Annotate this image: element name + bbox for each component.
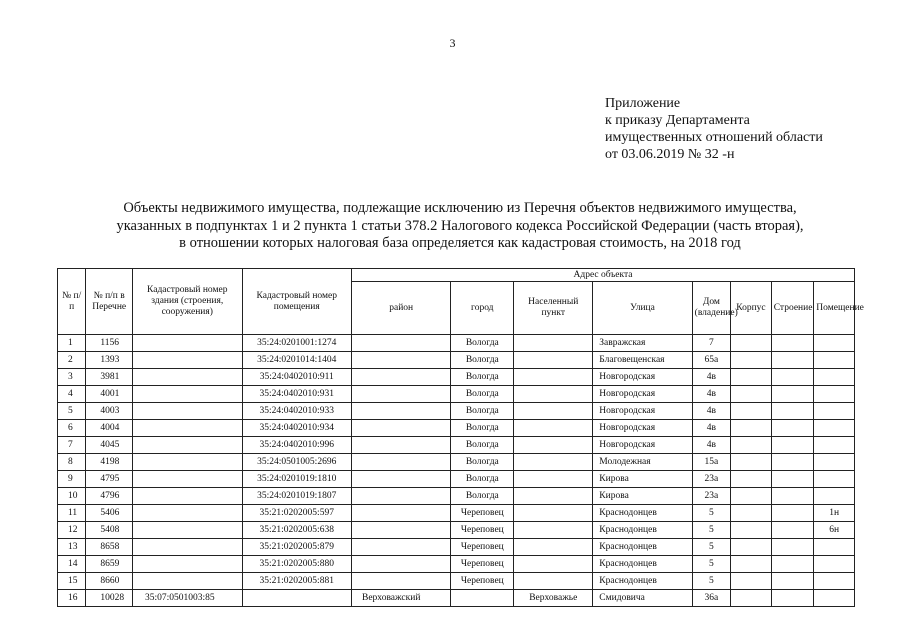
city-cell: Вологда [451,369,514,386]
building-cadastral-cell [133,386,243,403]
appendix-line: от 03.06.2019 № 32 -н [605,147,735,162]
list-number-cell: 4004 [86,420,133,437]
street-cell: Краснодонцев [593,505,692,522]
premises-cadastral-cell: 35:21:0202005:880 [242,556,352,573]
list-number-cell: 1393 [86,352,133,369]
room-cell [814,454,855,471]
header-list-num: № п/п в Перечне [86,269,133,335]
street-cell: Новгородская [593,369,692,386]
building-cadastral-cell [133,437,243,454]
document-title [60,200,860,253]
city-cell: Череповец [451,539,514,556]
structure-cell [771,556,814,573]
row-number-cell: 2 [58,352,86,369]
premises-cadastral-cell: 35:24:0201014:1404 [242,352,352,369]
structure-cell [771,386,814,403]
settlement-cell [514,335,593,352]
structure-cell [771,454,814,471]
row-number-cell: 15 [58,573,86,590]
structure-cell [771,522,814,539]
settlement-cell [514,505,593,522]
table-row [58,488,855,505]
house-cell: 5 [692,522,731,539]
objects-table [57,268,864,607]
row-number-cell: 13 [58,539,86,556]
settlement-cell [514,369,593,386]
house-cell: 23а [692,471,731,488]
settlement-cell [514,437,593,454]
building-cadastral-cell [133,335,243,352]
building-cell [731,539,772,556]
room-cell [814,488,855,505]
premises-cadastral-cell: 35:21:0202005:879 [242,539,352,556]
settlement-cell [514,386,593,403]
table-row [58,386,855,403]
list-number-cell: 4796 [86,488,133,505]
table-row [58,539,855,556]
structure-cell [771,539,814,556]
row-number-cell: 12 [58,522,86,539]
premises-cadastral-cell: 35:21:0202005:638 [242,522,352,539]
house-cell: 4в [692,369,731,386]
building-cadastral-cell [133,556,243,573]
header-building: Корпус [731,282,772,335]
settlement-cell [514,539,593,556]
building-cell [731,454,772,471]
street-cell: Смидовича [593,590,692,607]
settlement-cell [514,454,593,471]
building-cadastral-cell [133,420,243,437]
house-cell: 5 [692,573,731,590]
district-cell [352,573,451,590]
title-line: Объекты недвижимого имущества, подлежащие исключению из Перечня объектов недвижимого имущества, [123,200,797,216]
street-cell: Новгородская [593,437,692,454]
district-cell [352,403,451,420]
appendix-line: к приказу Департамента [605,113,750,128]
street-cell: Кирова [593,488,692,505]
district-cell [352,437,451,454]
appendix-line: имущественных отношений области [605,130,823,145]
district-cell [352,369,451,386]
city-cell: Вологда [451,488,514,505]
street-cell: Краснодонцев [593,539,692,556]
list-number-cell: 4045 [86,437,133,454]
settlement-cell [514,522,593,539]
premises-cadastral-cell: 35:24:0201019:1807 [242,488,352,505]
premises-cadastral-cell: 35:24:0402010:996 [242,437,352,454]
list-number-cell: 4795 [86,471,133,488]
table-row [58,573,855,590]
room-cell [814,437,855,454]
district-cell [352,522,451,539]
settlement-cell: Верховажье [514,590,593,607]
city-cell: Череповец [451,573,514,590]
house-cell: 5 [692,556,731,573]
structure-cell [771,352,814,369]
room-cell [814,403,855,420]
house-cell: 4в [692,386,731,403]
structure-cell [771,590,814,607]
settlement-cell [514,573,593,590]
building-cell [731,386,772,403]
header-room: Помещение [814,282,855,335]
building-cadastral-cell [133,352,243,369]
house-cell: 5 [692,505,731,522]
table-row [58,471,855,488]
building-cadastral-cell [133,369,243,386]
building-cadastral-cell [133,505,243,522]
table-row [58,505,855,522]
structure-cell [771,573,814,590]
house-cell: 15а [692,454,731,471]
street-cell: Краснодонцев [593,573,692,590]
premises-cadastral-cell: 35:24:0402010:911 [242,369,352,386]
header-address-group: Адрес объекта [352,269,855,282]
street-cell: Благовещенская [593,352,692,369]
building-cell [731,403,772,420]
building-cell [731,488,772,505]
row-number-cell: 1 [58,335,86,352]
premises-cadastral-cell: 35:24:0201019:1810 [242,471,352,488]
city-cell: Череповец [451,522,514,539]
structure-cell [771,403,814,420]
structure-cell [771,369,814,386]
building-cell [731,573,772,590]
table-row [58,437,855,454]
building-cell [731,352,772,369]
premises-cadastral-cell: 35:24:0402010:934 [242,420,352,437]
street-cell: Краснодонцев [593,522,692,539]
city-cell: Вологда [451,454,514,471]
settlement-cell [514,403,593,420]
house-cell: 4в [692,437,731,454]
building-cell [731,420,772,437]
settlement-cell [514,471,593,488]
list-number-cell: 1156 [86,335,133,352]
premises-cadastral-cell: 35:24:0402010:931 [242,386,352,403]
row-number-cell: 9 [58,471,86,488]
title-line: в отношении которых налоговая база определяется как кадастровая стоимость, на 2018 год [179,235,741,251]
house-cell: 5 [692,539,731,556]
city-cell: Вологда [451,335,514,352]
premises-cadastral-cell: 35:24:0201001:1274 [242,335,352,352]
table-row [58,352,855,369]
house-cell: 4в [692,420,731,437]
street-cell: Молодежная [593,454,692,471]
structure-cell [771,437,814,454]
premises-cadastral-cell [242,590,352,607]
table-row [58,403,855,420]
building-cell [731,335,772,352]
street-cell: Краснодонцев [593,556,692,573]
building-cadastral-cell [133,573,243,590]
row-number-cell: 8 [58,454,86,471]
list-number-cell: 10028 [86,590,133,607]
list-number-cell: 8659 [86,556,133,573]
table-row [58,420,855,437]
district-cell [352,454,451,471]
room-cell [814,352,855,369]
row-number-cell: 3 [58,369,86,386]
building-cell [731,556,772,573]
room-cell: 1н [814,505,855,522]
settlement-cell [514,488,593,505]
row-number-cell: 11 [58,505,86,522]
row-number-cell: 16 [58,590,86,607]
district-cell [352,471,451,488]
street-cell: Завражская [593,335,692,352]
list-number-cell: 4198 [86,454,133,471]
street-cell: Новгородская [593,386,692,403]
room-cell [814,335,855,352]
table-row [58,590,855,607]
district-cell [352,539,451,556]
district-cell [352,420,451,437]
city-cell [451,590,514,607]
header-structure: Строение [771,282,814,335]
room-cell [814,539,855,556]
settlement-cell [514,420,593,437]
appendix-line: Приложение [605,96,681,111]
building-cell [731,505,772,522]
list-number-cell: 8660 [86,573,133,590]
street-cell: Новгородская [593,420,692,437]
city-cell: Вологда [451,386,514,403]
premises-cadastral-cell: 35:21:0202005:881 [242,573,352,590]
table-row [58,556,855,573]
building-cell [731,590,772,607]
room-cell: 6н [814,522,855,539]
header-district: район [352,282,451,335]
room-cell [814,386,855,403]
structure-cell [771,505,814,522]
table-row [58,454,855,471]
building-cadastral-cell [133,539,243,556]
city-cell: Вологда [451,420,514,437]
list-number-cell: 5406 [86,505,133,522]
district-cell: Верховажский [352,590,451,607]
row-number-cell: 5 [58,403,86,420]
list-number-cell: 5408 [86,522,133,539]
building-cadastral-cell [133,522,243,539]
header-settlement: Населенный пункт [514,282,593,335]
list-number-cell: 3981 [86,369,133,386]
table-row [58,335,855,352]
building-cell [731,471,772,488]
premises-cadastral-cell: 35:24:0501005:2696 [242,454,352,471]
building-cadastral-cell [133,454,243,471]
list-number-cell: 4003 [86,403,133,420]
building-cadastral-cell [133,403,243,420]
district-cell [352,352,451,369]
room-cell [814,420,855,437]
building-cell [731,522,772,539]
row-number-cell: 14 [58,556,86,573]
street-cell: Кирова [593,471,692,488]
city-cell: Череповец [451,556,514,573]
header-num: № п/п [58,269,86,335]
district-cell [352,488,451,505]
table-row [58,522,855,539]
room-cell [814,369,855,386]
structure-cell [771,420,814,437]
district-cell [352,386,451,403]
structure-cell [771,335,814,352]
building-cadastral-cell [133,471,243,488]
header-premises-cadastral: Кадастровый номер помещения [242,269,352,335]
structure-cell [771,471,814,488]
row-number-cell: 4 [58,386,86,403]
header-building-cadastral: Кадастровый номер здания (строения, сооружения) [133,269,243,335]
city-cell: Вологда [451,403,514,420]
building-cadastral-cell [133,488,243,505]
house-cell: 7 [692,335,731,352]
appendix-block [605,95,823,163]
page-number: 3 [449,36,456,50]
row-number-cell: 7 [58,437,86,454]
city-cell: Вологда [451,437,514,454]
table-row [58,369,855,386]
district-cell [352,505,451,522]
city-cell: Вологда [451,352,514,369]
district-cell [352,335,451,352]
structure-cell [771,488,814,505]
room-cell [814,590,855,607]
header-house: Дом (владение) [692,282,731,335]
city-cell: Череповец [451,505,514,522]
premises-cadastral-cell: 35:24:0402010:933 [242,403,352,420]
settlement-cell [514,556,593,573]
building-cadastral-cell: 35:07:0501003:85 [133,590,243,607]
header-street: Улица [593,282,692,335]
settlement-cell [514,352,593,369]
district-cell [352,556,451,573]
row-number-cell: 6 [58,420,86,437]
room-cell [814,556,855,573]
room-cell [814,471,855,488]
title-line: указанных в подпунктах 1 и 2 пункта 1 статьи 378.2 Налогового кодекса Российской Федерации (часть вторая), [116,217,804,234]
list-number-cell: 4001 [86,386,133,403]
building-cell [731,369,772,386]
city-cell: Вологда [451,471,514,488]
building-cell [731,437,772,454]
house-cell: 36а [692,590,731,607]
row-number-cell: 10 [58,488,86,505]
header-city: город [451,282,514,335]
house-cell: 65а [692,352,731,369]
premises-cadastral-cell: 35:21:0202005:597 [242,505,352,522]
street-cell: Новгородская [593,403,692,420]
house-cell: 4в [692,403,731,420]
table-body [58,335,855,607]
room-cell [814,573,855,590]
house-cell: 23а [692,488,731,505]
list-number-cell: 8658 [86,539,133,556]
